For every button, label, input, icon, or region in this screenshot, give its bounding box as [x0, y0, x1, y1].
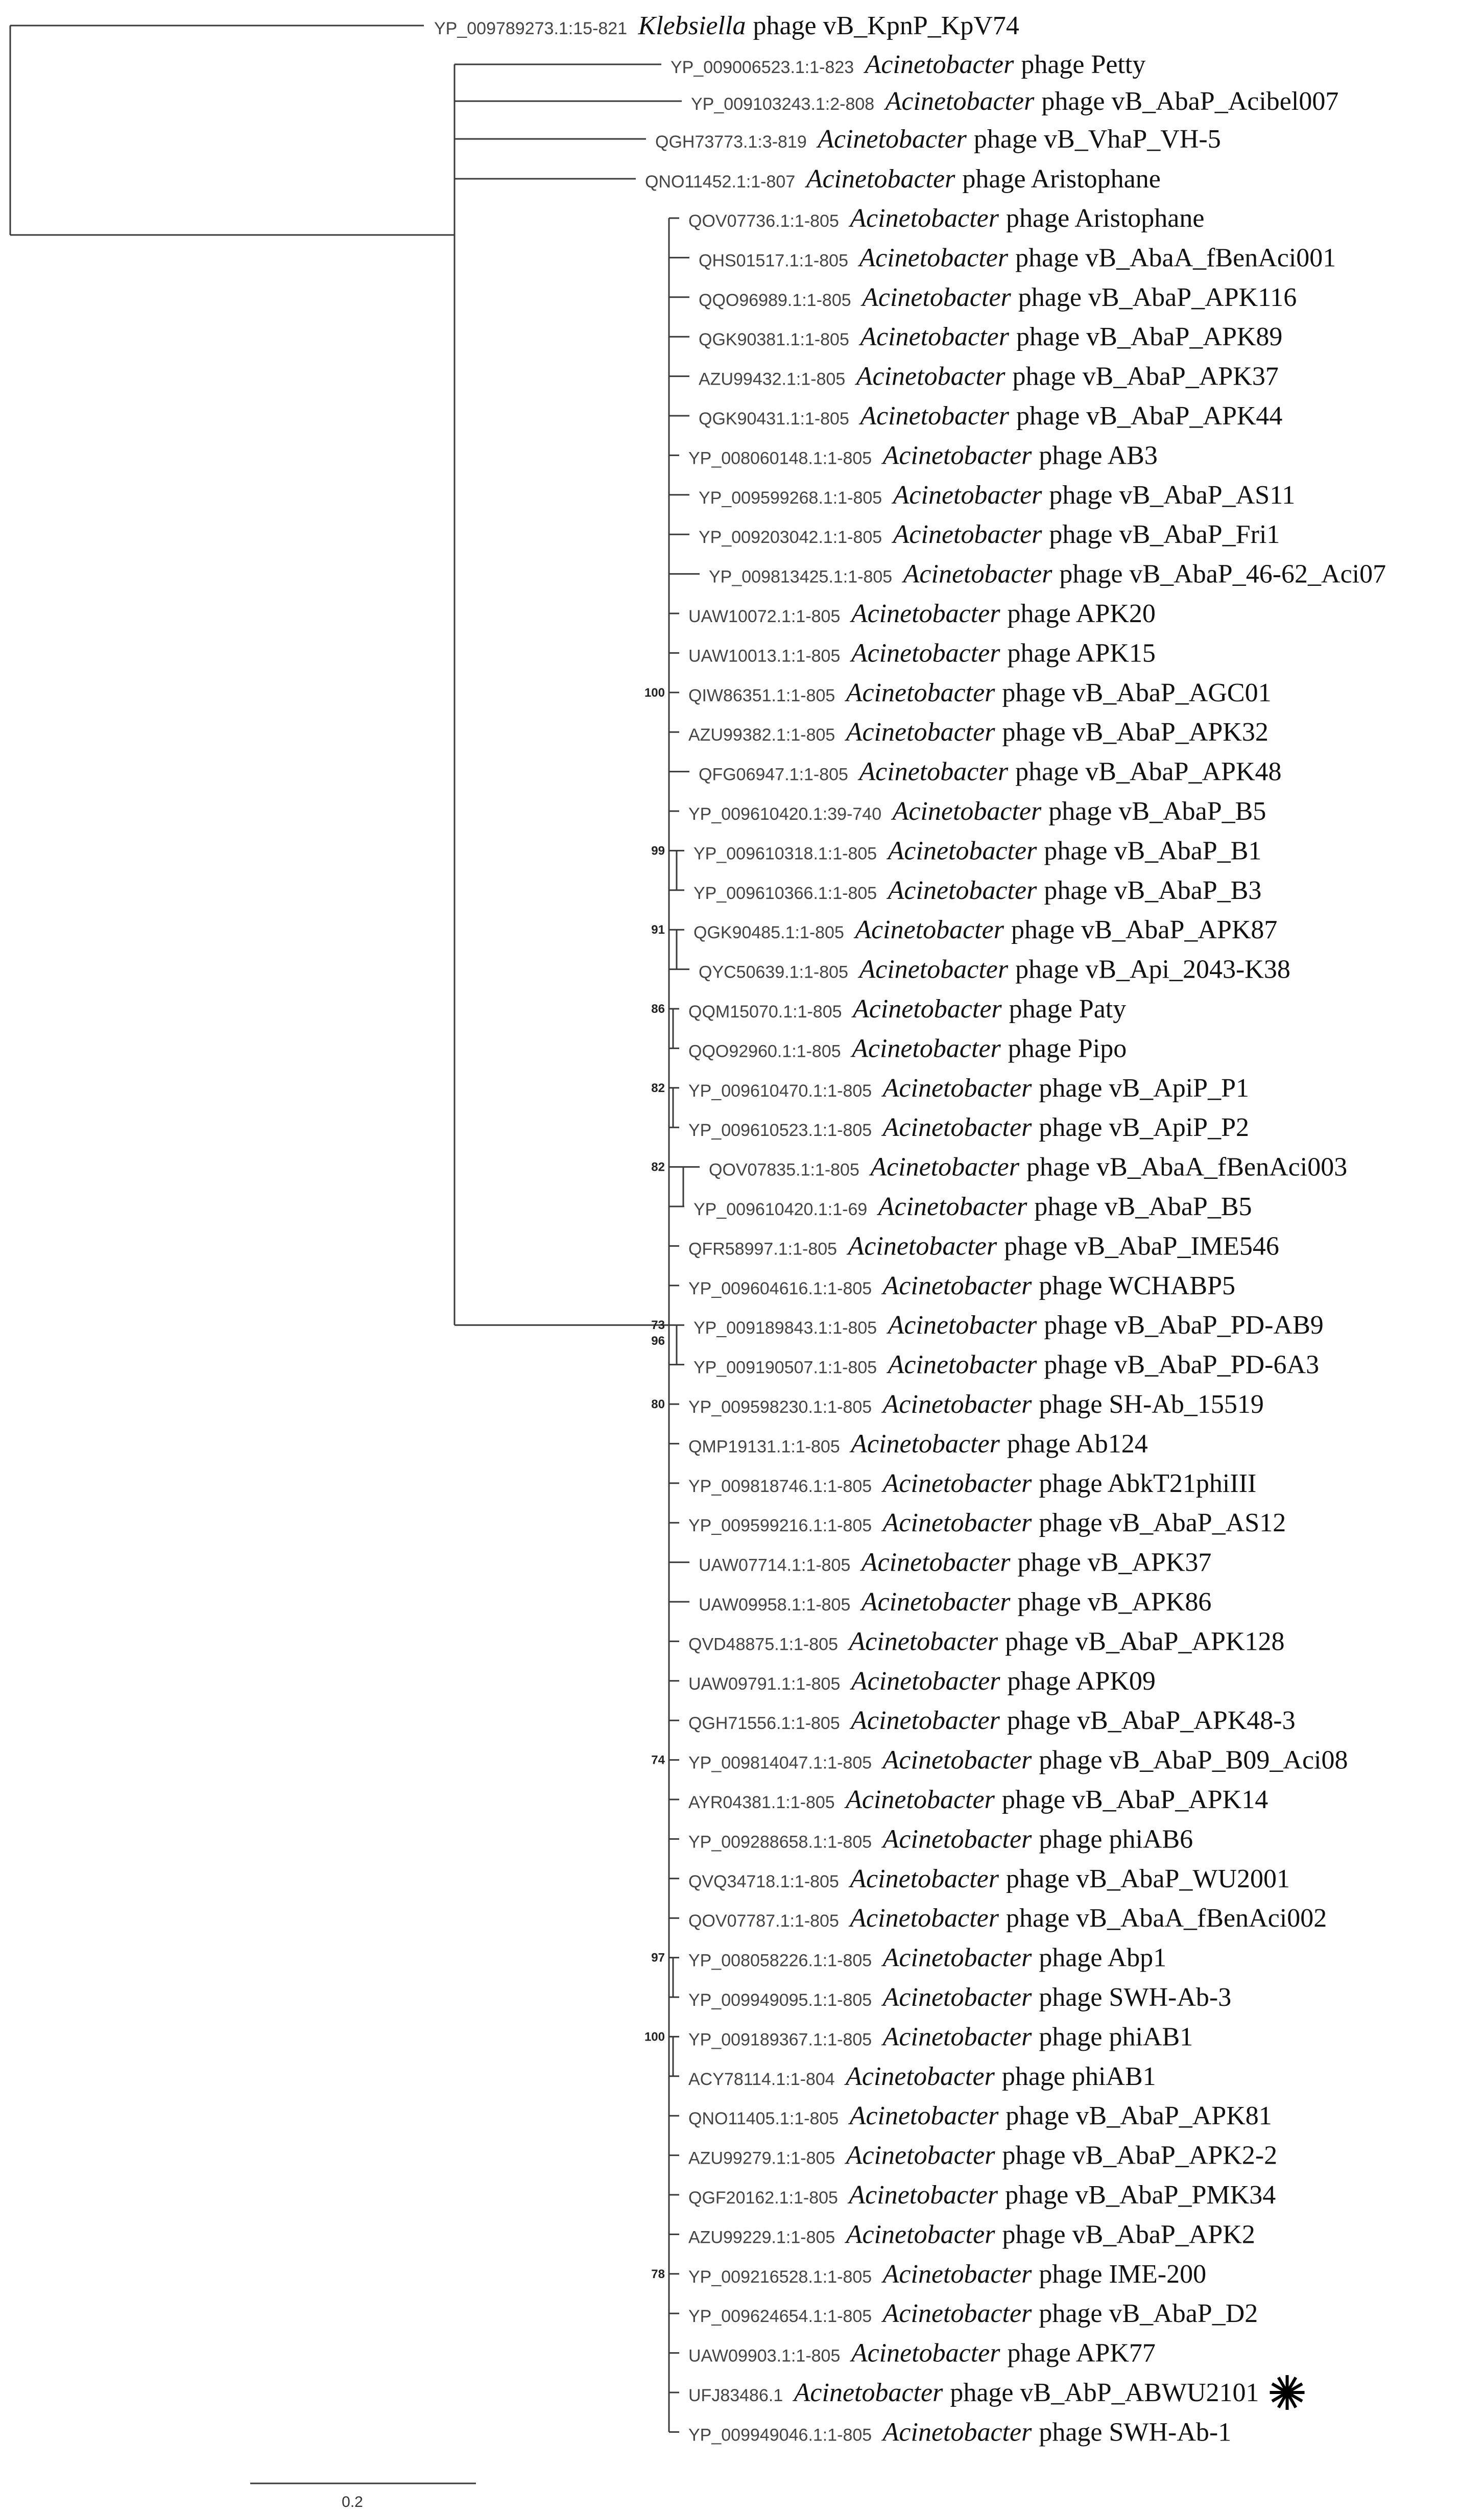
leaf-label — [693, 1350, 1319, 1380]
leaf-name: phage vB_AbaP_APK48 — [1015, 757, 1282, 787]
leaf-name: phage vB_VhaP_VH-5 — [973, 125, 1221, 154]
leaf-accession: AZU99229.1:1-805 — [688, 2227, 840, 2247]
leaf-name: phage vB_AbaP_APK37 — [1012, 362, 1279, 391]
leaf-accession: YP_009598230.1:1-805 — [688, 1397, 877, 1417]
leaf-genus: Acinetobacter — [851, 599, 1000, 628]
leaf-genus: Acinetobacter — [859, 757, 1009, 787]
leaf-label — [688, 2101, 1272, 2130]
leaf-name: phage APK20 — [1007, 599, 1156, 628]
leaf-label — [709, 1153, 1347, 1182]
leaf-genus: Acinetobacter — [882, 1073, 1032, 1103]
leaf-name: phage vB_AbaP_APK14 — [1001, 1785, 1268, 1814]
leaf-genus: Acinetobacter — [818, 125, 967, 154]
leaf-name: phage vB_AbaP_IME546 — [1004, 1231, 1279, 1261]
leaf-genus: Acinetobacter — [870, 1152, 1019, 1182]
leaf-genus: Acinetobacter — [888, 1350, 1037, 1380]
leaf-accession: QGF20162.1:1-805 — [688, 2188, 843, 2208]
leaf-name: phage vB_AbaP_APK2 — [1002, 2220, 1255, 2249]
leaf-genus: Acinetobacter — [882, 1468, 1032, 1498]
leaf-name: phage vB_AbaP_APK89 — [1016, 322, 1283, 352]
leaf-genus: Acinetobacter — [806, 164, 955, 194]
leaf-label — [688, 2260, 1206, 2289]
leaf-label — [688, 2299, 1258, 2328]
leaf-name: phage vB_AbaP_APK81 — [1006, 2101, 1272, 2131]
leaf-accession: YP_009599216.1:1-805 — [688, 1516, 877, 1536]
leaf-genus: Acinetobacter — [846, 678, 995, 707]
leaf-name: phage vB_AbaP_B5 — [1034, 1192, 1252, 1221]
leaf-genus: Acinetobacter — [882, 1824, 1032, 1854]
leaf-name: phage vB_AbaP_APK116 — [1018, 282, 1297, 312]
leaf-genus: Acinetobacter — [882, 441, 1032, 470]
leaf-name: phage vB_AbaP_AS11 — [1049, 480, 1296, 510]
leaf-name: phage vB_AbaA_fBenAci002 — [1006, 1904, 1327, 1933]
leaf-name: phage SH-Ab_15519 — [1039, 1390, 1264, 1419]
leaf-name: phage vB_AbaP_AGC01 — [1002, 678, 1272, 707]
leaf-label — [645, 164, 1161, 194]
leaf-accession: AYR04381.1:1-805 — [688, 1793, 840, 1812]
leaf-label — [434, 11, 1019, 40]
leaf-name: phage vB_AbaP_D2 — [1039, 2299, 1258, 2329]
leaf-genus: Acinetobacter — [860, 401, 1009, 431]
leaf-genus: Acinetobacter — [882, 1745, 1032, 1775]
leaf-accession: QOV07736.1:1-805 — [688, 211, 844, 231]
leaf-accession: QFG06947.1:1-805 — [699, 765, 853, 785]
bootstrap-value: 96 — [651, 1334, 665, 1348]
leaf-accession: QYC50639.1:1-805 — [699, 962, 853, 982]
leaf-name: phage vB_KpnP_KpV74 — [753, 11, 1019, 40]
leaf-name: phage vB_AbaP_APK2-2 — [1002, 2141, 1278, 2170]
leaf-name: phage vB_AbaP_PD-6A3 — [1044, 1350, 1320, 1380]
bootstrap-value: 82 — [651, 1160, 665, 1174]
leaf-name: phage AB3 — [1039, 441, 1158, 470]
leaf-accession: YP_009818746.1:1-805 — [688, 1476, 877, 1496]
leaf-accession: QOV07835.1:1-805 — [709, 1160, 865, 1180]
leaf-accession: QGK90431.1:1-805 — [699, 409, 854, 429]
leaf-label — [699, 243, 1336, 272]
leaf-genus: Acinetobacter — [850, 1904, 999, 1933]
leaf-genus: Acinetobacter — [882, 1390, 1032, 1419]
leaf-label — [688, 638, 1156, 668]
leaf-accession: AZU99279.1:1-805 — [688, 2148, 840, 2168]
leaf-genus: Acinetobacter — [846, 2220, 995, 2249]
leaf-accession: QVD48875.1:1-805 — [688, 1634, 843, 1654]
leaf-label — [699, 1587, 1211, 1617]
leaf-genus: Acinetobacter — [862, 282, 1011, 312]
leaf-label — [688, 1785, 1268, 1814]
leaf-genus: Acinetobacter — [846, 2061, 995, 2091]
leaf-name: phage vB_AbaP_WU2001 — [1006, 1864, 1290, 1893]
leaf-genus: Acinetobacter — [851, 1666, 1000, 1696]
leaf-genus: Acinetobacter — [893, 480, 1042, 510]
leaf-accession: YP_009789273.1:15-821 — [434, 19, 632, 38]
leaf-accession: UAW10072.1:1-805 — [688, 607, 845, 626]
leaf-label — [693, 876, 1261, 905]
leaf-genus: Acinetobacter — [882, 1508, 1032, 1538]
leaf-label — [699, 481, 1295, 510]
bootstrap-value: 99 — [651, 844, 665, 858]
bootstrap-value: 82 — [651, 1081, 665, 1095]
leaf-label — [655, 125, 1221, 154]
leaf-accession: YP_008060148.1:1-805 — [688, 448, 877, 468]
leaf-name: phage vB_AbaP_B1 — [1044, 836, 1262, 866]
leaf-name: phage vB_AbaP_B09_Aci08 — [1039, 1745, 1348, 1775]
leaf-genus: Acinetobacter — [888, 836, 1037, 866]
leaf-name: phage vB_AbaA_fBenAci001 — [1015, 243, 1336, 273]
leaf-genus: Acinetobacter — [852, 994, 1002, 1024]
leaf-label — [688, 441, 1158, 470]
leaf-label — [699, 520, 1280, 549]
leaf-accession: QQO92960.1:1-805 — [688, 1041, 846, 1061]
leaf-accession: YP_009006523.1:1-823 — [671, 58, 859, 77]
leaf-name: phage vB_AbaP_46-62_Aci07 — [1059, 559, 1386, 589]
bootstrap-value: 73 — [651, 1318, 665, 1333]
leaf-label — [693, 1192, 1252, 1221]
leaf-label — [688, 1864, 1290, 1893]
leaf-name: phage vB_AbaP_PMK34 — [1005, 2181, 1276, 2210]
leaf-name: phage vB_AbaP_APK87 — [1011, 915, 1278, 945]
leaf-accession: QGK90485.1:1-805 — [693, 923, 849, 943]
leaf-name: phage vB_APK37 — [1017, 1548, 1212, 1577]
leaf-genus: Acinetobacter — [885, 87, 1035, 116]
leaf-genus: Acinetobacter — [865, 50, 1014, 79]
leaf-name: phage vB_AbaP_Fri1 — [1049, 520, 1280, 550]
leaf-genus: Acinetobacter — [882, 2022, 1032, 2052]
leaf-accession: YP_009610420.1:1-69 — [693, 1200, 872, 1219]
leaf-accession: QNO11405.1:1-805 — [688, 2109, 844, 2129]
leaf-accession: UAW10013.1:1-805 — [688, 646, 845, 666]
leaf-accession: YP_009610523.1:1-805 — [688, 1121, 877, 1141]
leaf-accession: AZU99432.1:1-805 — [699, 369, 850, 389]
bootstrap-value: 100 — [644, 2030, 665, 2044]
leaf-genus: Acinetobacter — [878, 1192, 1027, 1221]
bootstrap-values — [644, 686, 665, 2281]
leaf-genus: Acinetobacter — [849, 1627, 998, 1656]
leaf-accession: YP_009190507.1:1-805 — [693, 1358, 882, 1378]
leaf-name: phage vB_AbaP_Acibel007 — [1041, 87, 1339, 116]
leaf-label — [699, 401, 1282, 431]
leaf-genus: Acinetobacter — [851, 1429, 1000, 1459]
leaf-genus: Acinetobacter — [846, 2141, 995, 2170]
leaf-name: phage vB_AbaA_fBenAci003 — [1026, 1152, 1348, 1182]
leaf-accession: QHS01517.1:1-805 — [699, 251, 853, 271]
leaf-name: phage vB_AbaP_APK32 — [1002, 718, 1268, 747]
leaf-name: phage WCHABP5 — [1039, 1271, 1236, 1300]
leaf-label — [688, 1824, 1193, 1854]
leaf-accession: AZU99382.1:1-805 — [688, 725, 840, 745]
leaf-accession: YP_009103243.1:2-808 — [691, 94, 879, 114]
leaf-accession: QOV07787.1:1-805 — [688, 1911, 844, 1931]
leaf-name: phage AbkT21phiIII — [1039, 1468, 1257, 1498]
leaf-label — [671, 50, 1145, 79]
leaf-name: phage vB_AbaP_B3 — [1044, 875, 1262, 905]
leaf-genus: Acinetobacter — [892, 797, 1042, 826]
leaf-genus: Acinetobacter — [882, 2299, 1032, 2329]
leaf-accession: QQO96989.1:1-805 — [699, 290, 856, 310]
leaf-label — [688, 1390, 1264, 1419]
leaf-accession: YP_009814047.1:1-805 — [688, 1753, 877, 1773]
leaf-accession: YP_009288658.1:1-805 — [688, 1832, 877, 1852]
leaf-name: phage phiAB1 — [1039, 2022, 1193, 2052]
leaf-label — [688, 1429, 1148, 1458]
leaf-genus: Acinetobacter — [850, 1864, 999, 1893]
leaf-genus: Acinetobacter — [855, 915, 1004, 945]
leaf-label — [688, 2339, 1156, 2368]
leaf-genus: Acinetobacter — [882, 1983, 1032, 2012]
leaf-accession: UAW07714.1:1-805 — [699, 1555, 855, 1575]
leaf-genus: Acinetobacter — [849, 2101, 999, 2131]
tree-branches — [10, 26, 700, 2432]
leaf-genus: Acinetobacter — [851, 2338, 1000, 2368]
leaf-label — [688, 2181, 1276, 2210]
leaf-label — [688, 1231, 1279, 1261]
leaf-name: phage vB_ApiP_P2 — [1039, 1113, 1250, 1143]
leaf-name: phage APK09 — [1007, 1666, 1156, 1696]
leaf-genus: Acinetobacter — [852, 1034, 1001, 1063]
leaf-accession: YP_009216528.1:1-805 — [688, 2267, 877, 2287]
leaf-name: phage Paty — [1009, 994, 1127, 1024]
leaf-label — [688, 2418, 1231, 2447]
leaf-name: phage vB_ApiP_P1 — [1039, 1073, 1250, 1103]
leaf-genus: Acinetobacter — [882, 1271, 1032, 1300]
leaf-name: phage vB_AbaP_APK128 — [1005, 1627, 1285, 1656]
leaf-genus: Acinetobacter — [888, 1311, 1037, 1340]
leaf-genus: Acinetobacter — [882, 2418, 1032, 2447]
leaf-label — [688, 678, 1272, 707]
leaf-genus: Acinetobacter — [888, 875, 1037, 905]
leaf-label — [693, 1311, 1324, 1340]
leaf-label — [699, 283, 1297, 312]
leaf-labels — [434, 11, 1386, 2447]
leaf-name: phage APK77 — [1007, 2338, 1156, 2368]
leaf-label — [709, 560, 1386, 589]
leaf-label — [688, 1667, 1156, 1696]
leaf-label — [699, 757, 1282, 787]
leaf-accession: YP_009203042.1:1-805 — [699, 528, 887, 548]
leaf-genus: Acinetobacter — [860, 322, 1009, 352]
leaf-name: phage Aristophane — [1006, 204, 1205, 233]
bootstrap-value: 80 — [651, 1397, 665, 1411]
highlight-star-icon — [1270, 2375, 1305, 2410]
bootstrap-value: 97 — [651, 1951, 665, 1965]
leaf-accession: QNO11452.1:1-807 — [645, 172, 800, 192]
leaf-label — [688, 1627, 1285, 1656]
leaf-accession: YP_009610420.1:39-740 — [688, 804, 887, 824]
leaf-name: phage vB_Api_2043-K38 — [1015, 955, 1290, 984]
leaf-label — [688, 718, 1268, 747]
leaf-accession: QIW86351.1:1-805 — [688, 685, 840, 705]
leaf-name: phage APK15 — [1007, 638, 1156, 668]
leaf-genus: Acinetobacter — [882, 1113, 1032, 1143]
leaf-label — [688, 599, 1156, 628]
leaf-name: phage vB_AbaP_APK48-3 — [1007, 1706, 1296, 1736]
leaf-genus: Acinetobacter — [794, 2378, 943, 2407]
leaf-accession: YP_009610366.1:1-805 — [693, 883, 882, 903]
leaf-accession: UFJ83486.1 — [688, 2386, 788, 2405]
leaf-label — [688, 1706, 1296, 1735]
leaf-name: phage vB_AbaP_APK44 — [1016, 401, 1283, 431]
scale-bar — [250, 2483, 476, 2510]
leaf-name: phage phiAB6 — [1039, 1824, 1193, 1854]
leaf-label — [688, 2062, 1156, 2091]
scale-bar-label: 0.2 — [342, 2494, 363, 2510]
leaf-name: phage phiAB1 — [1001, 2061, 1156, 2091]
leaf-name: phage vB_AbaP_PD-AB9 — [1044, 1311, 1324, 1340]
leaf-label — [688, 2022, 1193, 2051]
leaf-label — [688, 1944, 1166, 1973]
leaf-accession: YP_009604616.1:1-805 — [688, 1278, 877, 1298]
leaf-genus: Klebsiella — [638, 11, 746, 40]
leaf-accession: UAW09958.1:1-805 — [699, 1595, 855, 1615]
leaf-accession: YP_009949095.1:1-805 — [688, 1990, 877, 2010]
leaf-label — [693, 836, 1261, 865]
leaf-genus: Acinetobacter — [849, 2181, 998, 2210]
bootstrap-value: 74 — [651, 1753, 665, 1767]
leaf-accession: QFR58997.1:1-805 — [688, 1239, 842, 1259]
leaf-label — [699, 955, 1290, 984]
leaf-label — [699, 322, 1282, 351]
leaf-name: phage vB_AbaP_AS12 — [1039, 1508, 1286, 1538]
leaf-label — [688, 2220, 1255, 2249]
leaf-accession: UAW09903.1:1-805 — [688, 2346, 845, 2366]
leaf-accession: YP_009813425.1:1-805 — [709, 567, 897, 587]
leaf-label — [688, 994, 1126, 1024]
leaf-genus: Acinetobacter — [846, 718, 995, 747]
leaf-accession: YP_009949046.1:1-805 — [688, 2425, 877, 2445]
leaf-label — [688, 1983, 1231, 2012]
leaf-label — [691, 87, 1338, 116]
leaf-label — [688, 204, 1204, 233]
leaf-label — [688, 797, 1266, 826]
bootstrap-value: 100 — [644, 685, 665, 700]
leaf-name: phage SWH-Ab-3 — [1039, 1983, 1232, 2012]
leaf-label — [688, 1271, 1235, 1300]
leaf-label — [688, 1469, 1256, 1498]
leaf-genus: Acinetobacter — [861, 1587, 1011, 1617]
leaf-accession: YP_008058226.1:1-805 — [688, 1951, 877, 1971]
bootstrap-value: 91 — [651, 923, 665, 937]
leaf-genus: Acinetobacter — [851, 638, 1000, 668]
leaf-accession: QQM15070.1:1-805 — [688, 1002, 847, 1022]
leaf-accession: YP_009624654.1:1-805 — [688, 2307, 877, 2327]
leaf-genus: Acinetobacter — [861, 1548, 1011, 1577]
leaf-accession: YP_009610318.1:1-805 — [693, 844, 882, 864]
leaf-name: phage Ab124 — [1007, 1429, 1148, 1459]
leaf-accession: YP_009610470.1:1-805 — [688, 1081, 877, 1101]
leaf-name: phage Aristophane — [962, 164, 1161, 194]
leaf-accession: YP_009189843.1:1-805 — [693, 1318, 882, 1338]
leaf-accession: QGH73773.1:3-819 — [655, 132, 812, 152]
leaf-label — [693, 915, 1277, 944]
leaf-accession: QGK90381.1:1-805 — [699, 330, 854, 350]
leaf-label — [688, 2378, 1259, 2407]
leaf-label — [699, 362, 1279, 391]
leaf-label — [688, 1746, 1348, 1775]
leaf-genus: Acinetobacter — [893, 520, 1042, 550]
leaf-name: phage Abp1 — [1039, 1943, 1167, 1973]
leaf-genus: Acinetobacter — [856, 362, 1006, 391]
leaf-name: phage Pipo — [1008, 1034, 1127, 1063]
leaf-label — [688, 1113, 1249, 1142]
leaf-accession: QMP19131.1:1-805 — [688, 1437, 845, 1457]
leaf-label — [699, 1548, 1211, 1577]
leaf-accession: QVQ34718.1:1-805 — [688, 1871, 844, 1891]
leaf-genus: Acinetobacter — [859, 955, 1009, 984]
bootstrap-value: 78 — [651, 2267, 665, 2281]
leaf-genus: Acinetobacter — [851, 1706, 1000, 1736]
leaf-label — [688, 1034, 1127, 1063]
leaf-name: phage IME-200 — [1039, 2259, 1207, 2289]
leaf-label — [688, 1074, 1249, 1103]
bootstrap-value: 86 — [651, 1002, 665, 1016]
leaf-accession: YP_009189367.1:1-805 — [688, 2030, 877, 2050]
leaf-label — [688, 1904, 1327, 1933]
leaf-accession: QGH71556.1:1-805 — [688, 1714, 845, 1734]
leaf-label — [688, 2141, 1277, 2170]
leaf-name: phage SWH-Ab-1 — [1039, 2418, 1232, 2447]
leaf-name: phage vB_AbP_ABWU2101 — [950, 2378, 1259, 2407]
leaf-genus: Acinetobacter — [859, 243, 1009, 273]
leaf-genus: Acinetobacter — [846, 1785, 995, 1814]
leaf-genus: Acinetobacter — [848, 1231, 997, 1261]
leaf-genus: Acinetobacter — [850, 204, 999, 233]
leaf-genus: Acinetobacter — [882, 2259, 1032, 2289]
leaf-name: phage Petty — [1021, 50, 1146, 79]
leaf-accession: ACY78114.1:1-804 — [688, 2069, 840, 2089]
leaf-name: phage vB_AbaP_B5 — [1048, 797, 1266, 826]
leaf-accession: UAW09791.1:1-805 — [688, 1674, 845, 1694]
leaf-accession: YP_009599268.1:1-805 — [699, 488, 887, 508]
leaf-genus: Acinetobacter — [882, 1943, 1032, 1973]
leaf-genus: Acinetobacter — [903, 559, 1052, 589]
leaf-label — [688, 1508, 1286, 1537]
leaf-name: phage vB_APK86 — [1017, 1587, 1212, 1617]
